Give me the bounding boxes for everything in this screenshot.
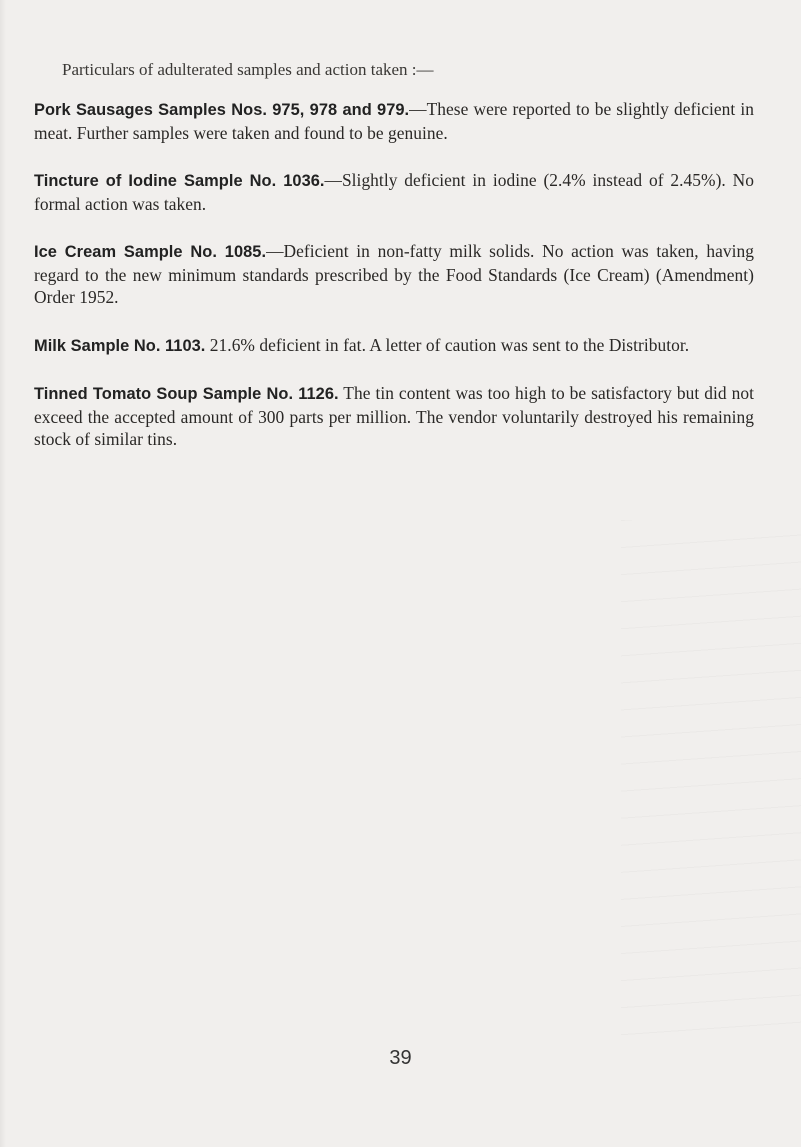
paragraph-tincture-of-iodine bbox=[34, 169, 754, 215]
reverse-side-bleed-through bbox=[621, 520, 801, 1040]
paragraph-heading: Ice Cream Sample No. 1085. bbox=[34, 243, 267, 261]
document-body bbox=[34, 58, 754, 476]
page-number: 39 bbox=[389, 1047, 412, 1069]
paragraph-text: —Slightly deficient in iodine (2.4% instead of 2.45%). No formal action was taken. bbox=[34, 170, 754, 214]
intro-line: Particulars of adulterated samples and action taken :— bbox=[62, 60, 434, 79]
page-edge-shadow bbox=[0, 0, 6, 1147]
paragraph-text: The tin content was too high to be satisfactory but did not exceed the accepted amount of 300 parts per million. The vendor voluntarily destroyed his remaining stock of similar tins. bbox=[34, 383, 754, 449]
paragraph-heading: Tinned Tomato Soup Sample No. 1126. bbox=[34, 385, 339, 403]
paragraph-heading: Tincture of Iodine Sample No. 1036. bbox=[34, 172, 325, 190]
paragraph-heading: Milk Sample No. 1103. bbox=[34, 336, 206, 355]
paragraph-milk bbox=[34, 334, 754, 358]
paragraph-text: —Deficient in non-fatty milk solids. No action was taken, having regard to the new minimum standards prescribed by the Food Standards (Ice Cream) (Amendment) Order 1952. bbox=[34, 241, 754, 307]
paragraph-text: 21.6% deficient in fat. A letter of caution was sent to the Distributor. bbox=[205, 334, 690, 355]
paragraph-tinned-tomato-soup bbox=[34, 382, 754, 451]
paragraph-heading: Pork Sausages Samples Nos. 975, 978 and 979. bbox=[34, 101, 410, 119]
paragraph-text: —These were reported to be slightly deficient in meat. Further samples were taken and found to be genuine. bbox=[34, 99, 754, 143]
paragraph-ice-cream bbox=[34, 240, 754, 309]
paragraph-pork-sausages bbox=[34, 98, 754, 144]
